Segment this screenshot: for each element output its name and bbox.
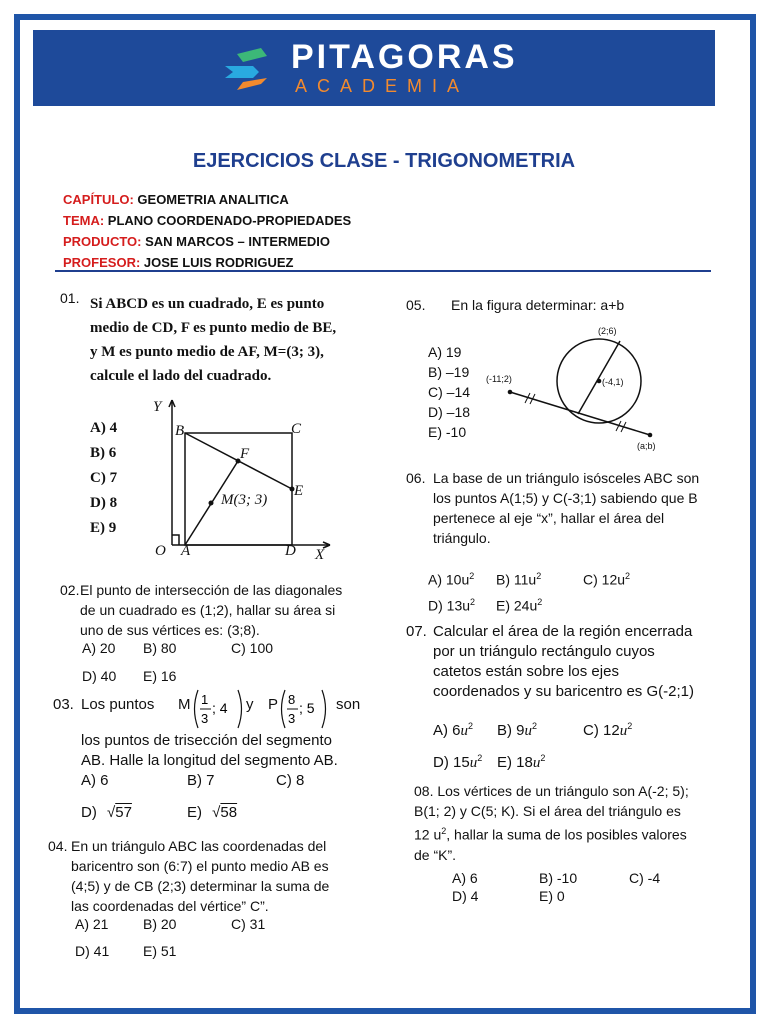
- fig-y-label: Y: [153, 399, 162, 415]
- option: C) 7: [90, 470, 118, 486]
- option: D) 4: [452, 888, 479, 904]
- option: B) $9u^2$: [497, 721, 538, 739]
- option: E) $24u^2$: [496, 597, 543, 614]
- option: A) 6: [452, 870, 478, 886]
- svg-text:1: 1: [201, 692, 209, 707]
- brand-name: PITAGORAS: [291, 38, 518, 76]
- q02-text: El punto de intersección de las diagonales de un cuadrado es (1;2), hallar su área si uno de sus vértices es: (3;8).: [80, 582, 343, 638]
- option: C) 8: [276, 772, 305, 789]
- q06-text: La base de un triángulo isósceles ABC son los puntos A(1;5) y C(-3;1) sabiendo que B pertenece al eje “x”, hallar el área del triángulo.: [433, 470, 700, 546]
- option: D) $13u^2$: [428, 597, 476, 614]
- fig-label: O: [155, 543, 166, 559]
- svg-text:3: 3: [201, 711, 209, 726]
- option: C) 100: [231, 640, 274, 656]
- option: A) 19: [428, 344, 462, 360]
- header-divider: [55, 270, 711, 272]
- q01-figure: [145, 395, 340, 565]
- option: B) 6: [90, 445, 117, 461]
- q02-number: 02.: [60, 582, 80, 598]
- option: E) 51: [143, 943, 177, 959]
- q03-fraction-m: [190, 688, 248, 730]
- fig-label: (2;6): [598, 326, 617, 336]
- option: E) -10: [428, 424, 467, 440]
- option: D) 8: [90, 495, 118, 511]
- option: A) 20: [82, 640, 116, 656]
- q01-text: Si ABCD es un cuadrado, E es punto medio de CD, F es punto medio de BE, y M es punto medio de AF, M=(3; 3), calcule el lado del cuadrado.: [90, 296, 337, 384]
- svg-text:3: 3: [288, 711, 296, 726]
- option: B) 20: [143, 916, 177, 932]
- fig-label: M(3; 3): [221, 492, 268, 508]
- pitagoras-logo-icon: [223, 44, 283, 94]
- q03-point-p: P: [268, 696, 279, 713]
- q05-figure: [480, 322, 680, 457]
- option: B) -10: [539, 870, 578, 886]
- q03-and: y: [246, 696, 254, 713]
- option: A) 6: [81, 772, 109, 789]
- q05-options: [428, 342, 470, 442]
- option: E) 9: [90, 520, 117, 536]
- option: D) √57: [81, 804, 132, 821]
- svg-text:; 5: ; 5: [299, 700, 315, 716]
- q03-lead: Los puntos: [81, 696, 155, 713]
- fig-label: (-4,1): [602, 377, 624, 387]
- option: D) $15u^2$: [433, 753, 483, 771]
- option: B) $11u^2$: [496, 571, 542, 588]
- q01-number: 01.: [60, 290, 80, 306]
- svg-text:; 4: ; 4: [212, 700, 228, 716]
- page-title: EJERCICIOS CLASE - TRIGONOMETRIA: [192, 150, 576, 172]
- option: D) 41: [75, 943, 110, 959]
- option: A) 4: [90, 420, 118, 436]
- q05-text: En la figura determinar: a+b: [451, 297, 625, 313]
- fig-label: E: [294, 483, 304, 499]
- q04-text: En un triángulo ABC las coordenadas del baricentro son (6:7) el punto medio AB es (4;5) y de CB (2;3) determinar la suma de las coordenadas del vértice” C”.: [71, 838, 330, 914]
- option: D) 40: [82, 668, 117, 684]
- option: E) 0: [539, 888, 565, 904]
- option: E) √58: [187, 804, 238, 821]
- meta-row: CAPÍTULO: GEOMETRIA ANALITICA: [63, 192, 289, 207]
- option: A) $10u^2$: [428, 571, 475, 588]
- svg-text:8: 8: [288, 692, 296, 707]
- fig-label: A: [181, 543, 191, 559]
- option: A) $6u^2$: [433, 721, 474, 739]
- brand-subtitle: ACADEMIA: [295, 76, 470, 96]
- option: C) $12u^2$: [583, 721, 633, 739]
- option: B) 7: [187, 772, 215, 789]
- q03-fraction-p: [278, 688, 330, 730]
- q05-number: 05.: [406, 297, 426, 313]
- header-banner: [33, 30, 715, 106]
- q01-options: [90, 416, 117, 541]
- q03-text: los puntos de trisección del segmento AB. Halle la longitud del segmento AB.: [81, 732, 338, 769]
- option: E) $18u^2$: [497, 753, 546, 771]
- option: C) $12u^2$: [583, 571, 631, 588]
- option: C) -4: [629, 870, 661, 886]
- option: E) 16: [143, 668, 177, 684]
- fig-label: D: [285, 543, 296, 559]
- option: C) –14: [428, 384, 471, 400]
- q06-number: 06.: [406, 470, 426, 486]
- q03-point-m: M: [178, 696, 191, 713]
- q07-text: Calcular el área de la región encerrada por un triángulo rectángulo cuyos catetos están sobre los ejes coordenados y su baricentro es G(-2;1): [433, 623, 694, 700]
- q07-number: 07.: [406, 623, 427, 640]
- fig-label: (-11;2): [486, 374, 512, 384]
- option: B) –19: [428, 364, 470, 380]
- q08-text: 08. Los vértices de un triángulo son A(-2; 5); B(1; 2) y C(5; K). Si el área del triángulo es 12 $u^2$, hallar la suma de los posibles valores de “K”.: [414, 783, 689, 863]
- fig-label: F: [240, 446, 250, 462]
- q04-number: 04.: [48, 838, 68, 854]
- q03-number: 03.: [53, 696, 74, 713]
- q03-son: son: [336, 696, 361, 713]
- option: D) –18: [428, 404, 471, 420]
- fig-label: (a;b): [637, 441, 656, 451]
- meta-row: PRODUCTO: SAN MARCOS – INTERMEDIO: [63, 234, 331, 249]
- meta-row: PROFESOR: JOSE LUIS RODRIGUEZ: [63, 255, 294, 270]
- fig-x-label: X: [315, 547, 325, 563]
- option: C) 31: [231, 916, 266, 932]
- option: B) 80: [143, 640, 177, 656]
- fig-label: B: [175, 423, 185, 439]
- fig-label: C: [291, 421, 302, 437]
- meta-row: TEMA: PLANO COORDENADO-PROPIEDADES: [63, 213, 352, 228]
- option: A) 21: [75, 916, 109, 932]
